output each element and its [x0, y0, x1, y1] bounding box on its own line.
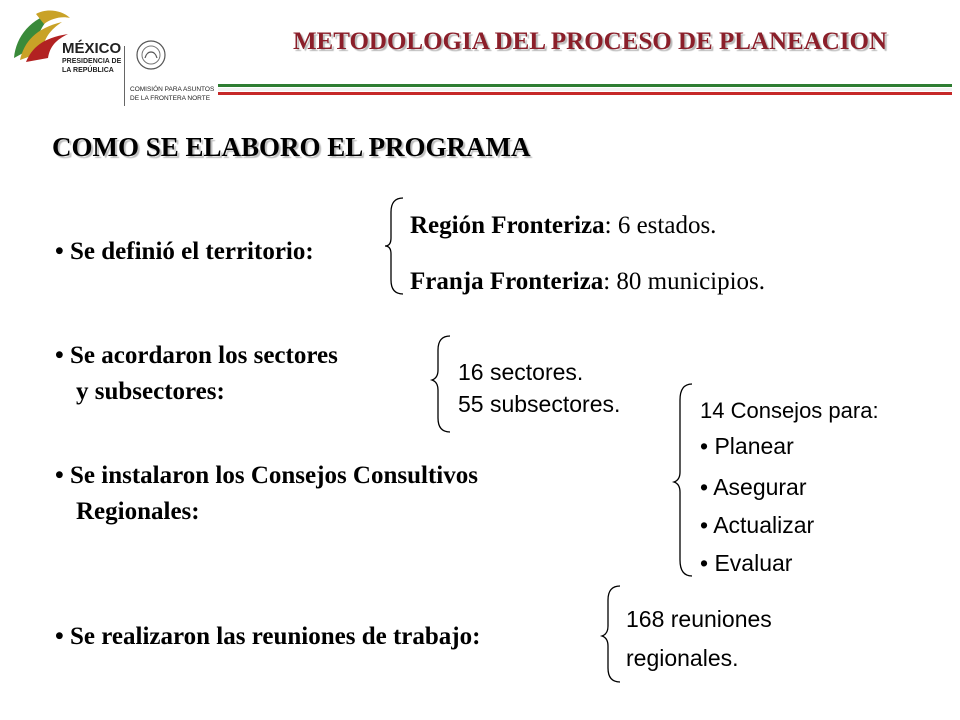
bullet-label: Se definió el territorio: — [70, 238, 314, 265]
reuniones-type: regionales. — [626, 645, 739, 671]
territory-item — [410, 267, 765, 297]
flag-stripe-green — [218, 84, 952, 87]
bullet-reuniones — [55, 619, 480, 655]
logo — [6, 6, 215, 106]
bullet-label: Se instalaron los Consejos Consultivos — [70, 462, 478, 489]
brace — [383, 196, 407, 296]
bullet-label-continued: y subsectores: — [76, 378, 225, 405]
consejo-item: • Asegurar — [700, 474, 807, 500]
flag-stripe-white — [218, 88, 952, 91]
consejo-item: • Actualizar — [700, 512, 815, 538]
bullet-marker: • — [55, 623, 64, 650]
bullet-marker: • — [55, 462, 64, 489]
eagle-logo-icon — [6, 6, 76, 66]
consejo-label: Evaluar — [714, 550, 793, 576]
logo-title: MÉXICO — [62, 40, 122, 57]
coat-of-arms-icon — [134, 38, 168, 72]
logo-line: PRESIDENCIA DE — [62, 58, 122, 65]
subsectors-count: 55 subsectores. — [458, 391, 621, 417]
page-title: METODOLOGIA DEL PROCESO DE PLANEACION — [292, 28, 888, 55]
consejo-item: • Planear — [700, 433, 794, 459]
brace — [672, 382, 696, 578]
consejo-label: Actualizar — [713, 512, 815, 538]
territory-item — [410, 211, 716, 241]
territory-value: : 6 estados. — [604, 212, 717, 239]
bullet-consejos — [55, 458, 478, 494]
bullet-sectors — [55, 338, 338, 374]
brace — [600, 584, 624, 684]
consejos-heading: 14 Consejos para: — [700, 398, 879, 423]
section-heading: COMO SE ELABORO EL PROGRAMA — [52, 132, 531, 162]
consejo-label: Planear — [714, 433, 794, 459]
sectors-count: 16 sectores. — [458, 359, 584, 385]
bullet-label: Se realizaron las reuniones de trabajo: — [70, 623, 481, 650]
territory-term: Franja Fronteriza — [410, 268, 604, 295]
logo-line: DE LA FRONTERA NORTE — [130, 95, 211, 102]
reuniones-count: 168 reuniones — [626, 606, 772, 632]
territory-term: Región Fronteriza — [410, 212, 605, 239]
logo-line: COMISIÓN PARA ASUNTOS — [130, 86, 215, 93]
logo-line: LA REPÚBLICA — [62, 67, 114, 74]
consejo-label: Asegurar — [713, 474, 807, 500]
flag-stripe-red — [218, 92, 952, 95]
brace — [430, 334, 454, 434]
territory-value: : 80 municipios. — [603, 268, 766, 295]
bullet-label-continued: Regionales: — [76, 498, 200, 525]
bullet-marker: • — [55, 238, 64, 265]
consejo-item: • Evaluar — [700, 550, 793, 576]
bullet-label: Se acordaron los sectores — [70, 342, 338, 369]
bullet-territory — [55, 234, 314, 270]
logo-divider — [124, 46, 125, 106]
bullet-marker: • — [55, 342, 64, 369]
